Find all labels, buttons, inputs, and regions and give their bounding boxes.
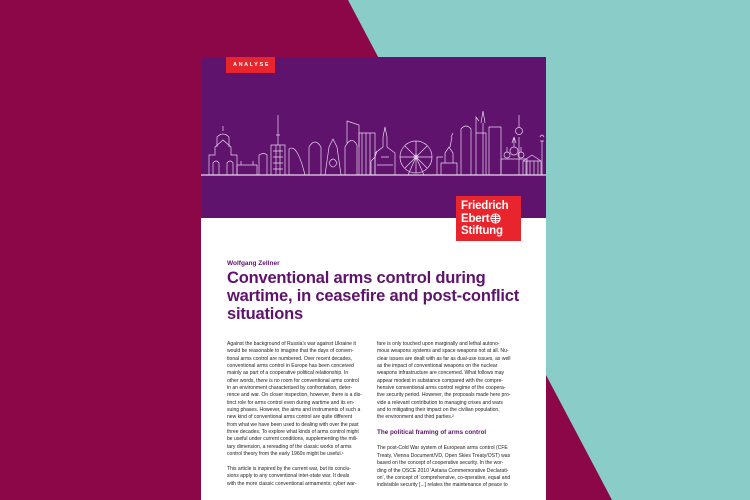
body-paragraph xyxy=(227,466,369,488)
text-line: rence and war. On closer inspection, however, there is a dis- xyxy=(227,392,362,399)
body-paragraph xyxy=(377,445,519,489)
text-line: appear modest in substance compared with the compre- xyxy=(377,377,503,384)
logo-line-2 xyxy=(461,213,521,226)
text-line: weapons infrastructure are concerned. What follows may xyxy=(377,370,505,377)
text-line: tinct role for arms control even during wartime and its en- xyxy=(227,399,355,406)
text-line: from what we have been used to dealing with over the past xyxy=(227,421,359,428)
text-line: three decades. To explore what kinds of arms control might xyxy=(227,429,359,436)
text-line: based on the concept of cooperative security. In the wor- xyxy=(377,460,504,467)
text-line: as the impact of conventional weapons on the nuclear xyxy=(377,363,498,370)
text-line: the environment and third parties.² xyxy=(377,414,454,421)
body-column-left xyxy=(227,341,369,495)
text-line: mainly as part of a cooperative political relationship. In xyxy=(227,370,349,377)
text-line: mous weapons systems and space weapons not at all. Nu- xyxy=(377,348,509,355)
logo-line-3: Stiftung xyxy=(461,225,503,237)
text-line: vide a relevant contribution to managing crises and wars xyxy=(377,399,503,406)
text-line: ding of the OSCE 2010 'Astana Commemorative Declarati- xyxy=(377,467,509,474)
text-line: be useful under current conditions, supplementing the mili- xyxy=(227,436,358,443)
text-line: Treaty, Vienna Document/VD, Open Skies Treaty/OST) was xyxy=(377,452,511,459)
text-line: tive security period. However, the proposals made here pro- xyxy=(377,392,511,399)
body-paragraph xyxy=(377,341,519,422)
text-line: indivisible security [...] relates the maintenance of peace to xyxy=(377,482,508,489)
text-line: on', the concept of 'comprehensive, co-operative, equal and xyxy=(377,474,511,481)
document-title: Conventional arms control during wartime, in ceasefire and post-conflict situations xyxy=(227,269,520,323)
text-line: and to mitigating their impact on the civilian population, xyxy=(377,407,500,414)
city-skyline-icon xyxy=(201,107,546,179)
text-line: suing phases. However, the aims and instruments of such a xyxy=(227,407,361,414)
author-name: Wolfgang Zellner xyxy=(227,260,280,267)
text-line: hensive conventional arms control regime of the coopera- xyxy=(377,385,506,392)
text-line: tional arms control are numbered. Over recent decades, xyxy=(227,355,353,362)
fes-logo xyxy=(456,196,521,241)
text-line: in an environment characterised by confrontation, deter- xyxy=(227,385,353,392)
document-cover-page xyxy=(201,57,546,500)
logo-line-1: Friedrich xyxy=(461,200,509,212)
text-line: sions apply to any conventional inter-state war. It deals xyxy=(227,473,350,480)
text-line: clear issues are dealt with as far as dual-use issues, as well xyxy=(377,355,511,362)
section-heading: The political framing of arms control xyxy=(377,429,487,437)
text-line: tary dimension, a rereading of the classic works of arms xyxy=(227,443,352,450)
text-line: with the more classic conventional armaments; cyber war- xyxy=(227,480,357,487)
globe-icon xyxy=(490,213,501,224)
text-line: conventional arms control in Europe has been conceived xyxy=(227,363,354,370)
text-line: would be reasonable to imagine that the days of conven- xyxy=(227,348,354,355)
text-line: new kind of conventional arms control are quite different xyxy=(227,414,353,421)
text-line: other words, there is no room for conventional arms control xyxy=(227,377,359,384)
logo-line-2-text: Ebert xyxy=(461,212,490,225)
text-line: control theory from the early 1960s might be useful.¹ xyxy=(227,451,344,458)
category-badge: ANALYSE xyxy=(226,57,275,73)
cover-header-banner xyxy=(201,57,546,218)
text-line: Against the background of Russia's war against Ukraine it xyxy=(227,341,356,347)
body-column-right xyxy=(377,341,519,497)
text-line: This article is inspired by the current war, but its conclu- xyxy=(227,465,351,472)
text-line: The post-Cold War system of European arms control (CFE xyxy=(377,445,508,452)
body-paragraph xyxy=(227,341,369,459)
text-line: fare is only touched upon marginally and lethal autono- xyxy=(377,341,500,347)
